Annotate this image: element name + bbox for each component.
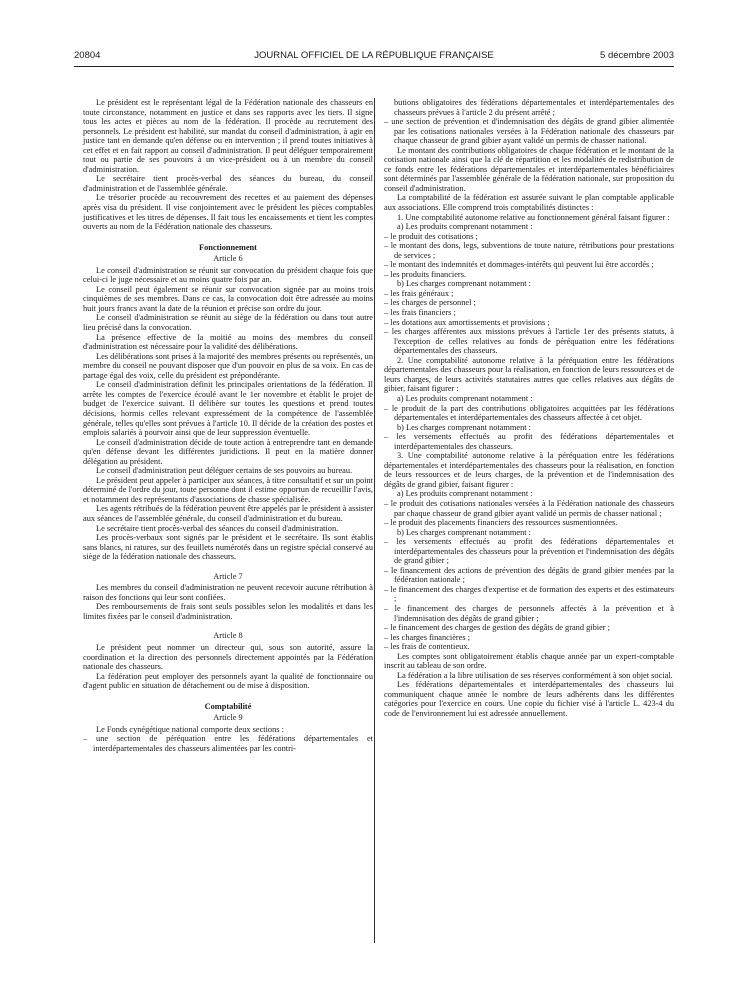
page-header (74, 50, 674, 64)
dash-item: – les charges de personnel ; (384, 298, 476, 308)
issue-date: 5 décembre 2003 (600, 50, 674, 61)
dash-item: – les versements effectués au profit des fédérations départementales et interdépartementales des chasseurs. (384, 432, 674, 451)
dash-item: – les versements effectués au profit des fédérations départementales et interdépartementales des chasseurs pour la prévention et l'indemnisation des dégâts de grand gibier ; (384, 537, 674, 566)
paragraph: Le conseil d'administration se réunit au siège de la fédération ou dans tout autre lieu précisé dans la convocation. (83, 313, 373, 333)
sub-label: a) Les produits comprenant notamment : (397, 222, 533, 232)
paragraph: Les délibérations sont prises à la majorité des membres présents ou représentés, un membre du conseil ne pouvant disposer que d'un pouvoir en plus de sa voix. En cas de partage égal des voix, celle du président est prépondérante. (83, 351, 373, 380)
paragraph: Les membres du conseil d'administration ne peuvent recevoir aucune rétribution à raison des fonctions qui leur sont confiées. (83, 583, 373, 602)
dash-item: – le produit des cotisations nationales versées à la Fédération nationale des chasseurs par chaque chasseur de grand gibier ayant validé un permis de chasser national ; (384, 498, 674, 518)
article-heading: Article 7 (213, 571, 243, 581)
paragraph: Le président est le représentant légal de la Fédération nationale des chasseurs en toute circonstance, notamment en justice et dans ses rapports avec les tiers. Il signe tous les actes et pièces au nom de la fédération. Il procède au recrutement des personnels. Le président est habilité, sur mandat du conseil d'administration, à agir en justice tant en demande qu'en défense ou en intervention ; il prend toutes initiatives à cet effet et en fait rapport au conseil d'administration. Il peut déléguer temporairement tout ou partie de ses pouvoirs à un vice-président ou à un membre du conseil d'administration. (83, 98, 373, 174)
paragraph: Le montant des contributions obligatoires de chaque fédération et le montant de la cotisation nationale ainsi que la clé de répartition et les modalités de redistribution de ce fonds entre les fédérations départementales et interdépartementales bénéficiaires sont déterminés par l'assemblée générale de la fédération nationale, sur proposition du conseil d'administration. (384, 145, 674, 193)
paragraph: Le conseil peut également se réunir sur convocation signée par au moins trois cinquièmes de ses membres. Dans ce cas, la convocation doit être adressée au moins huit jours francs avant la date de la réunion et précise son ordre du jour. (83, 284, 373, 313)
dash-item: – les dotations aux amortissements et provisions ; (384, 317, 550, 327)
paragraph: Le trésorier procède au recouvrement des recettes et au paiement des dépenses après visa du président. Il vise conjointement avec le président les pièces comptables justificatives et les titres de dépenses. Il fait tous les encaissements et tient les comptes ouverts au nom de la Fédération nationale des chasseurs. (83, 193, 373, 232)
paragraph: La comptabilité de la fédération est assurée suivant le plan comptable applicable aux associations. Elle comprend trois comptabilités distinctes : (384, 193, 674, 213)
section-heading: Fonctionnement (199, 242, 257, 252)
journal-title: JOURNAL OFFICIEL DE LA RÉPUBLIQUE FRANÇAISE (254, 50, 494, 61)
article-heading: Article 8 (213, 631, 243, 641)
paragraph: Les fédérations départementales et interdépartementales des chasseurs lui communiquent chaque année le nombre de leurs adhérents dans les différentes catégories pour l'exercice en cours. Une copie du fichier visé à l'article L. 423-4 du code de l'environnement lui est adressée annuellement. (384, 680, 674, 718)
paragraph: Le conseil d'administration peut déléguer certains de ses pouvoirs au bureau. (96, 466, 353, 476)
dash-item-continued: butions obligatoires des fédérations départementales et interdépartementales des chasseurs prévues à l'article 2 du présent arrêté ; (394, 98, 674, 117)
paragraph: Le secrétaire tient procès-verbal des séances du conseil d'administration. (96, 523, 339, 533)
numbered-item: 3. Une comptabilité autonome relative à la péréquation entre les fédérations départementales et interdépartementales des chasseurs pour la réalisation, en fonction de leurs ressources et de leurs charges, de la prévention et de l'indemnisation des dégâts de grand gibier, faisant figurer : (384, 451, 674, 489)
right-column (384, 98, 674, 719)
dash-item: – les frais financiers ; (384, 308, 456, 318)
sub-label: b) Les charges comprenant notamment : (397, 422, 531, 432)
dash-item: – les frais de contentieux. (384, 642, 470, 652)
dash-item: – le montant des dons, legs, subventions de toute nature, rétributions pour prestations de services ; (384, 241, 674, 260)
dash-item: – le financement des actions de prévention des dégâts de grand gibier menées par la fédération nationale ; (384, 565, 674, 585)
paragraph: La fédération a la libre utilisation de ses réserves conformément à son objet social. (397, 670, 673, 680)
paragraph: Les procès-verbaux sont signés par le président et le secrétaire. Ils sont établis sans blancs, ni ratures, sur des feuillets numérotés dans un registre spécial conservé au siège de la fédération nationale des chasseurs. (83, 533, 373, 562)
sub-label: b) Les charges comprenant notamment : (397, 527, 531, 537)
page-number: 20804 (74, 50, 101, 61)
sub-label: a) Les produits comprenant notamment : (397, 489, 533, 499)
dash-item: – le financement des charges de gestion des dégâts de grand gibier ; (384, 623, 610, 633)
paragraph: Les agents rétribués de la fédération peuvent être appelés par le président à assister aux séances de l'assemblée générale, du conseil d'administration et du bureau. (83, 504, 373, 523)
dash-item: – une section de péréquation entre les fédérations départementales et interdépartementales des chasseurs alimentées par les contri- (83, 734, 373, 753)
sub-label: a) Les produits comprenant notamment : (397, 393, 533, 403)
dash-item: – le produit des placements financiers des ressources susmentionnées. (384, 518, 618, 528)
left-column (83, 98, 373, 753)
dash-item: – les frais généraux ; (384, 288, 454, 298)
paragraph: Le Fonds cynégétique national comporte deux sections : (96, 724, 284, 734)
dash-item: – le produit des cotisations ; (384, 231, 478, 241)
article-heading: Article 6 (213, 254, 243, 264)
dash-item: – les produits financiers. (384, 269, 467, 279)
dash-item: – le produit de la part des contributions obligatoires acquittées par les fédérations départementales et interdépartementales des chasseurs affectée à cet objet. (384, 403, 674, 423)
dash-item: – les charges afférentes aux missions prévues à l'article 1er des présents statuts, à l'exception de celles relatives au fonds de péréquation entre les fédérations départementales des chasseurs. (384, 327, 674, 356)
numbered-item: 1. Une comptabilité autonome relative au fonctionnement général faisant figurer : (397, 212, 670, 222)
paragraph: La présence effective de la moitié au moins des membres du conseil d'administration est nécessaire pour la validité des délibérations. (83, 332, 373, 352)
paragraph: La fédération peut employer des personnels ayant la qualité de fonctionnaire ou d'agent public en situation de détachement ou de mise à disposition. (83, 671, 373, 691)
paragraph: Des remboursements de frais sont seuls possibles selon les modalités et dans les limites fixées par le conseil d'administration. (83, 602, 373, 621)
dash-item: – une section de prévention et d'indemnisation des dégâts de grand gibier alimentée par les cotisations nationales versées à la Fédération nationale des chasseurs par chaque chasseur de grand gibier ayant validé un permis de chasser national. (384, 117, 674, 146)
section-heading: Comptabilité (204, 701, 252, 711)
paragraph: Le président peut nommer un directeur qui, sous son autorité, assure la coordination et la direction des personnels directement appointés par la Fédération nationale des chasseurs. (83, 642, 373, 672)
paragraph: Les comptes sont obligatoirement établis chaque année par un expert-comptable inscrit au tableau de son ordre. (384, 651, 674, 671)
article-heading: Article 9 (213, 713, 243, 723)
numbered-item: 2. Une comptabilité autonome relative à la péréquation entre les fédérations départementales des chasseurs pour la réalisation, en fonction de leurs ressources et de leurs charges, de leurs activités statutaires autres que celles relatives aux dégâts de gibier, faisant figurer : (384, 355, 674, 394)
dash-item: – le financement des charges de personnels affectés à la prévention et à l'indemnisation des dégâts de grand gibier ; (384, 603, 674, 623)
dash-item: – le montant des indemnités et dommages-intérêts qui peuvent lui être accordés ; (384, 260, 654, 270)
header-rule (74, 66, 674, 67)
dash-item: – le financement des charges d'expertise et de formation des experts et des estimateurs ; (384, 584, 674, 604)
dash-item: – les charges financières ; (384, 632, 471, 642)
column-separator (374, 98, 375, 943)
paragraph: Le secrétaire tient procès-verbal des séances du bureau, du conseil d'administration et de l'assemblée générale. (83, 174, 373, 193)
paragraph: Le conseil d'administration décide de toute action à entreprendre tant en demande qu'en défense devant les différentes juridictions. Il peut en la matière donner délégation au président. (83, 437, 373, 466)
paragraph: Le conseil d'administration définit les principales orientations de la fédération. Il arrête les comptes de l'exercice écoulé avant le 1er novembre et établit le projet de budget de l'exercice suivant. Il délibère sur toutes les questions et prend toutes décisions, hormis celles relevant expressément de la compétence de l'assemblée générale, telles qu'elles sont prévues à l'article 10. Il décide de la création des postes et emplois salariés à pourvoir ainsi que de leur suppression éventuelle. (83, 380, 373, 438)
paragraph: Le président peut appeler à participer aux séances, à titre consultatif et sur un point déterminé de l'ordre du jour, toute personne dont il estime opportun de recueillir l'avis, et notamment des représentants d'associations de chasse spécialisée. (83, 475, 373, 504)
paragraph: Le conseil d'administration se réunit sur convocation du président chaque fois que celui-ci le juge nécessaire et au moins quatre fois par an. (83, 265, 373, 285)
sub-label: b) Les charges comprenant notamment : (397, 279, 531, 289)
